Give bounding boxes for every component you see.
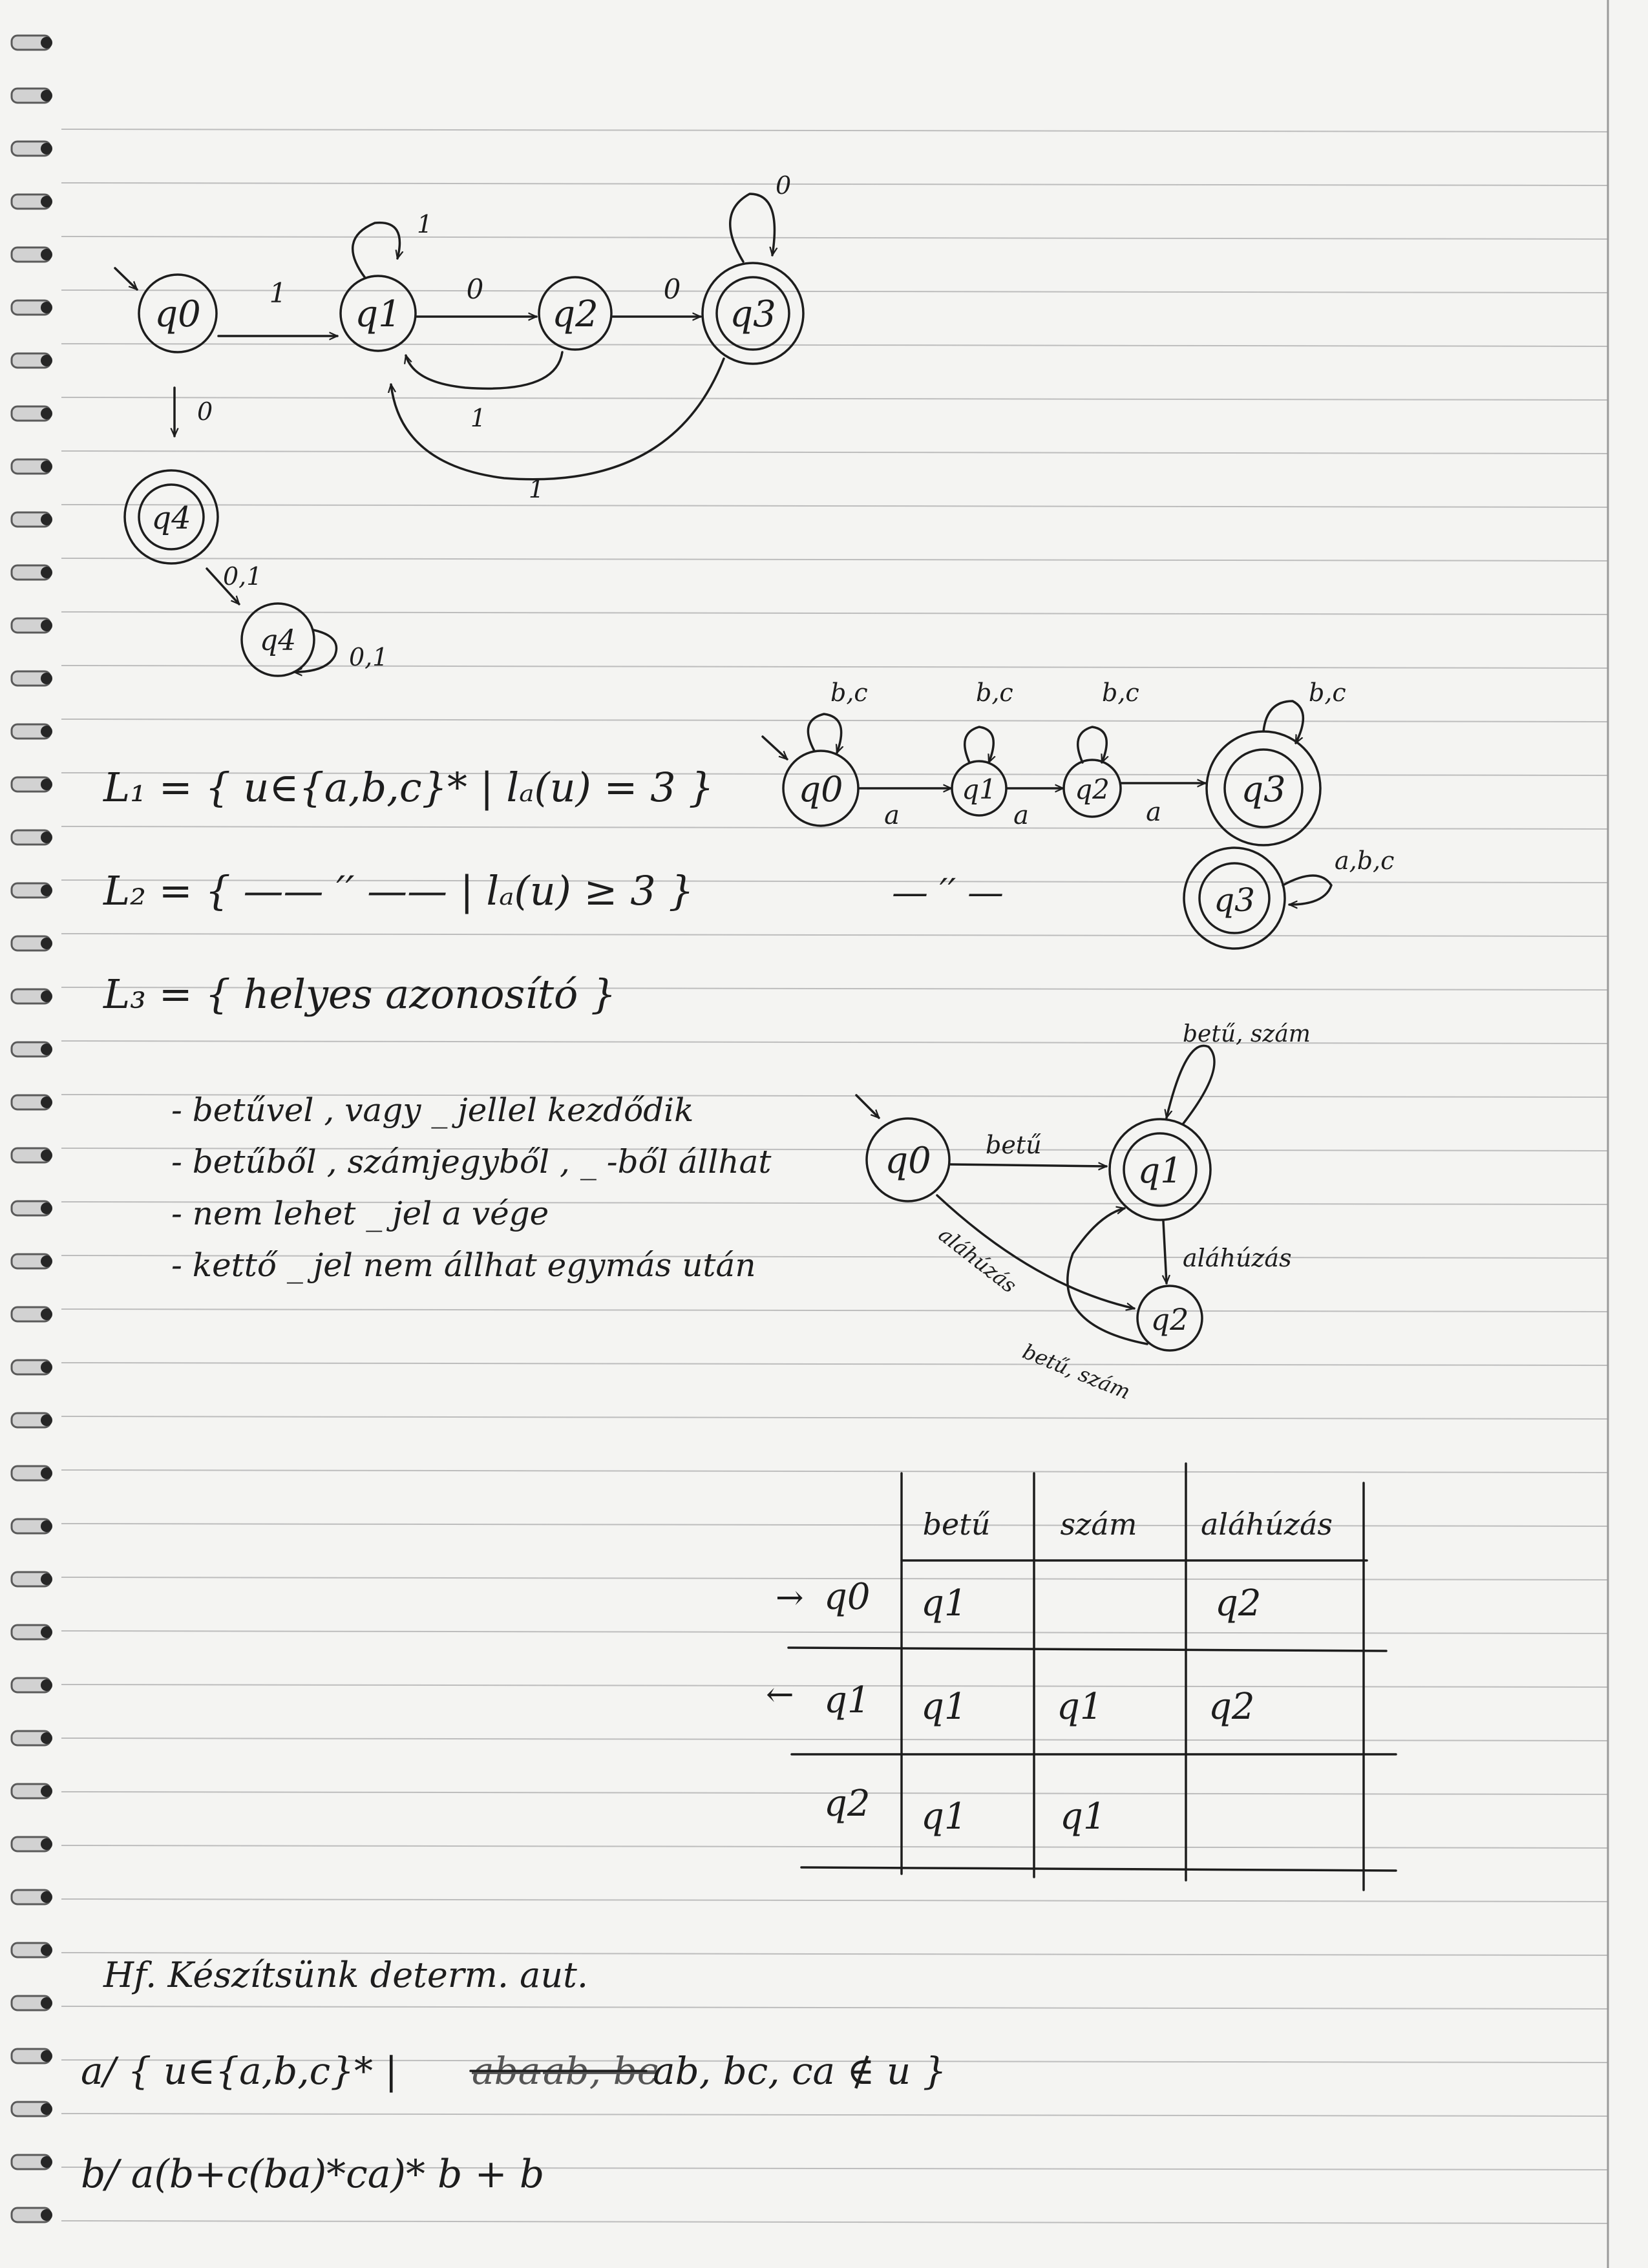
start-arrow-2 [763, 737, 787, 759]
row-1-state: q1 [824, 1679, 871, 1721]
loop-a3-q1 [1167, 1045, 1214, 1124]
ruling-line [61, 183, 1608, 185]
ruling-line [61, 666, 1608, 668]
spiral-hole [41, 1679, 52, 1691]
spiral-hole [41, 1255, 52, 1267]
edge-label-a3-q0-q1: betű [986, 1131, 1042, 1159]
language-L2: L₂ = { —— ′′ —— | lₐ(u) ≥ 3 } [103, 867, 694, 914]
spiral-hole [41, 143, 52, 154]
identifier-rules [171, 1091, 772, 1284]
table-header-szam: szám [1060, 1507, 1137, 1542]
spiral-hole [41, 1520, 52, 1532]
spiral-hole [41, 196, 52, 207]
spiral-hole [41, 779, 52, 790]
loop-label-a3-q1: betű, szám [1183, 1021, 1311, 1047]
ditto-mark: — ′′ — [892, 872, 1004, 914]
start-arrow [115, 268, 137, 289]
ruling-line [61, 290, 1608, 293]
spiral-hole [41, 37, 52, 48]
spiral-hole [41, 1361, 52, 1373]
loop-label-a2-q1: b,c [976, 678, 1013, 707]
spiral-hole [41, 302, 52, 313]
spiral-hole [41, 1097, 52, 1108]
ruling-line [61, 344, 1608, 346]
table-hline-1 [788, 1648, 1386, 1651]
state-label-a2-q3: q3 [1241, 769, 1286, 810]
language-definitions [103, 764, 714, 1018]
ruling-line [61, 1845, 1608, 1848]
state-label-a3-q1: q1 [1137, 1150, 1183, 1191]
ruling-line [61, 505, 1608, 507]
spiral-hole [41, 514, 52, 525]
state-label-q0: q0 [154, 293, 201, 335]
homework-a-struck-1: aba [472, 2049, 541, 2093]
spiral-hole [41, 1838, 52, 1850]
edge-q2-q1 [406, 352, 562, 388]
homework-title: Hf. Készítsünk determ. aut. [103, 1955, 588, 1995]
ruling-line [61, 397, 1608, 400]
spiral-hole [41, 1308, 52, 1320]
spiral-hole [41, 1891, 52, 1903]
spiral-hole [41, 2050, 52, 2062]
loop-a2-q3b [1283, 876, 1331, 905]
state-label-a2-q2: q2 [1075, 773, 1110, 805]
spiral-hole [41, 567, 52, 578]
row-0-state: q0 [824, 1576, 871, 1618]
loop-label-a2-q2: b,c [1102, 678, 1139, 707]
spiral-hole [41, 832, 52, 843]
loop-q3 [730, 194, 775, 262]
loop-label-a2-q3: b,c [1309, 678, 1346, 707]
automaton-2 [763, 678, 1394, 949]
spiral-hole [41, 2156, 52, 2168]
edge-label-q3-q1: 1 [528, 475, 545, 503]
spiral-hole [41, 1732, 52, 1744]
ruling-line [61, 1899, 1608, 1902]
spiral-binding [12, 36, 52, 2222]
loop-label-a2-q3b: a,b,c [1335, 846, 1395, 875]
edge-label-a3-q0-q2: aláhúzás [934, 1222, 1022, 1298]
row-2-cell-betu: q1 [921, 1796, 967, 1838]
spiral-hole [41, 1044, 52, 1055]
state-label-q1: q1 [355, 293, 401, 335]
edge-label-a2-a2: a [1013, 801, 1029, 830]
edge-a3-q0-q1 [950, 1164, 1106, 1166]
spiral-hole [41, 726, 52, 737]
spiral-hole [41, 249, 52, 260]
homework-a-pre: a/ { u∈{a,b,c}* | [81, 2049, 398, 2093]
transition-table [766, 1464, 1396, 1890]
ruling-line [61, 558, 1608, 561]
rule-1: - betűvel , vagy _ jellel kezdődik [171, 1091, 694, 1129]
loop-label-q1: 1 [417, 210, 433, 238]
row-1-cell-alahuzas: q2 [1209, 1686, 1255, 1728]
spiral-hole [41, 2103, 52, 2115]
state-label-a3-q2: q2 [1150, 1302, 1189, 1337]
table-header-betu: betű [922, 1507, 991, 1542]
loop-a2-q2 [1078, 727, 1107, 762]
spiral-hole [41, 1626, 52, 1638]
ruling-line [61, 2114, 1608, 2116]
ruling-line [61, 719, 1608, 722]
row-0-cell-betu: q1 [921, 1582, 967, 1624]
language-L1: L₁ = { u∈{a,b,c}* | lₐ(u) = 3 } [103, 764, 714, 811]
edge-a3-q2-q1 [1068, 1208, 1147, 1344]
state-label-q4b: q4 [259, 624, 297, 657]
row-1-mark: ← [766, 1675, 794, 1714]
row-1-cell-szam: q1 [1057, 1686, 1103, 1728]
ruling-line [61, 236, 1608, 239]
ruling-line [61, 1524, 1608, 1526]
ruling-line [61, 934, 1608, 936]
table-header-alahuzas: aláhúzás [1200, 1507, 1333, 1542]
spiral-hole [41, 885, 52, 896]
ruling-line [61, 1738, 1608, 1741]
state-label-a2-q0: q0 [798, 769, 843, 810]
loop-label-q4b: 0,1 [349, 643, 388, 671]
edge-label-q4-q4b: 0,1 [223, 562, 262, 591]
start-arrow-3 [856, 1095, 879, 1118]
spiral-hole [41, 1414, 52, 1426]
edge-q3-q1 [391, 359, 724, 479]
loop-label-a2-q0: b,c [830, 678, 868, 707]
edge-label-a2-a1: a [884, 801, 900, 830]
state-label-q2: q2 [552, 293, 598, 335]
spiral-hole [41, 673, 52, 684]
ruling-line [61, 2221, 1608, 2223]
spiral-hole [41, 620, 52, 631]
spiral-hole [41, 461, 52, 472]
spiral-hole [41, 2209, 52, 2221]
rule-4: - kettő _ jel nem állhat egymás után [171, 1246, 756, 1284]
state-label-q3: q3 [730, 293, 776, 335]
rule-2: - betűből , számjegyből , _ -ből állhat [171, 1143, 772, 1181]
edge-label-q0-q4: 0 [197, 397, 213, 426]
state-label-a2-q1: q1 [962, 773, 997, 805]
edge-label-a2-a3: a [1146, 797, 1161, 827]
row-2-cell-szam: q1 [1060, 1796, 1106, 1838]
spiral-hole [41, 1202, 52, 1214]
spiral-hole [41, 1944, 52, 1956]
spiral-hole [41, 90, 52, 101]
spiral-hole [41, 1997, 52, 2009]
spiral-hole [41, 355, 52, 366]
edge-label-a3-q1-q2: aláhúzás [1183, 1244, 1292, 1272]
state-label-q4: q4 [151, 500, 191, 536]
ruling-line [61, 826, 1608, 829]
ruling-line [61, 612, 1608, 614]
spiral-hole [41, 1467, 52, 1479]
loop-a2-q3 [1263, 701, 1303, 743]
row-1-cell-betu: q1 [921, 1686, 967, 1728]
edge-label-q2-q3: 0 [663, 273, 681, 305]
edge-label-q1-q2: 0 [466, 273, 484, 305]
spiral-hole [41, 938, 52, 949]
ruling-line [61, 129, 1608, 132]
loop-q1 [353, 223, 400, 278]
table-hline-3 [801, 1867, 1396, 1871]
spiral-hole [41, 991, 52, 1002]
ruling-line [61, 1416, 1608, 1419]
automaton-1 [115, 171, 803, 676]
homework-a-post: ab, bc, ca ∉ u } [653, 2049, 947, 2093]
edge-label-a3-q2-q1: betű, szám [1019, 1339, 1134, 1405]
ruling-line [61, 451, 1608, 454]
edge-label-q2-q1: 1 [470, 404, 487, 432]
state-label-a3-q0: q0 [885, 1140, 931, 1182]
spiral-hole [41, 1785, 52, 1797]
ruling-line [61, 1309, 1608, 1312]
homework-a-struck-2: ab, bc [543, 2049, 659, 2093]
row-0-cell-alahuzas: q2 [1215, 1582, 1262, 1624]
edge-label-q0-q1: 1 [269, 277, 287, 309]
ruling-line [61, 1470, 1608, 1473]
homework-section [81, 1955, 947, 2197]
spiral-hole [41, 1573, 52, 1585]
row-0-mark: → [776, 1579, 804, 1617]
rule-3: - nem lehet _ jel a vége [171, 1195, 549, 1232]
ruling-line [61, 2006, 1608, 2009]
ruling-line [61, 1363, 1608, 1365]
loop-label-q3: 0 [776, 171, 792, 200]
row-2-state: q2 [824, 1783, 871, 1825]
spiral-hole [41, 1150, 52, 1161]
ruling-line [61, 1631, 1608, 1633]
edge-a3-q1-q2 [1163, 1221, 1167, 1283]
homework-b: b/ a(b+c(ba)*ca)* b + b [81, 2152, 545, 2197]
language-L3: L₃ = { helyes azonosító } [103, 971, 617, 1018]
loop-a2-q1 [965, 727, 994, 762]
ruling-line [61, 1041, 1608, 1044]
state-label-a2-q3b: q3 [1214, 881, 1255, 919]
automaton-3 [856, 1021, 1311, 1404]
spiral-hole [41, 408, 52, 419]
